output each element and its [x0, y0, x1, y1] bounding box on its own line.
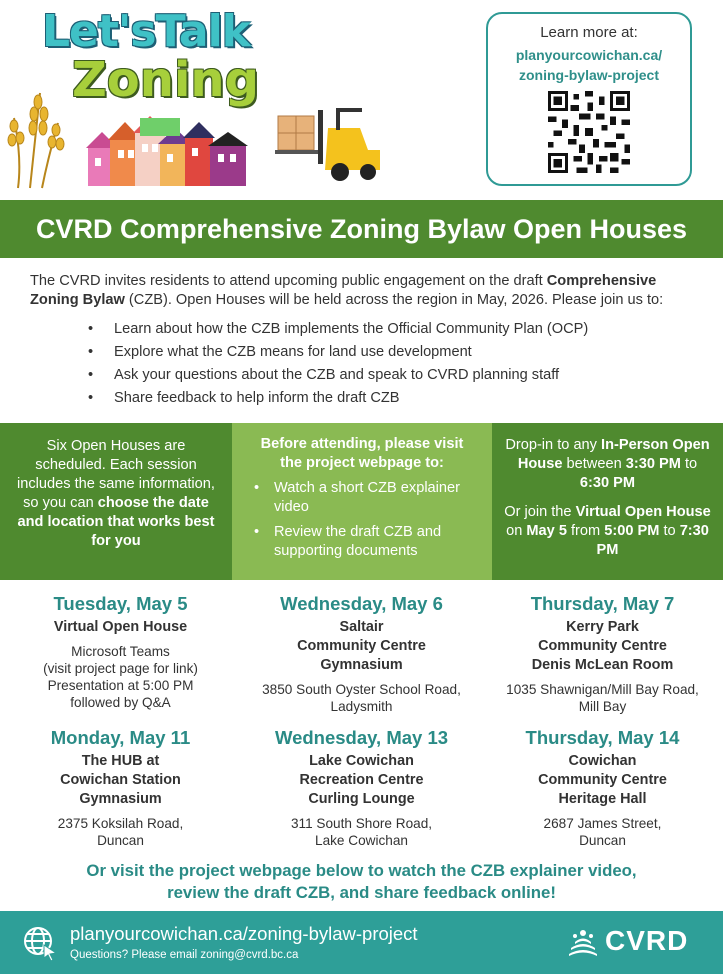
- schedule-text: Six Open Houses are scheduled. Each session includes the same information, so you can: [17, 438, 215, 511]
- session-card: [0, 592, 241, 726]
- footer-url-link[interactable]: planyourcowichan.ca/zoning-bylaw-project: [70, 923, 418, 944]
- session-venue: Kerry Park Community Centre Denis McLean Room: [531, 619, 674, 673]
- info-column-times: [492, 423, 723, 580]
- session-date: Wednesday, May 13: [274, 727, 449, 748]
- times-text: on: [506, 523, 527, 539]
- sessions-row: [0, 726, 723, 860]
- session-detail: 311 South Shore Road, Lake Cowichan: [290, 816, 433, 848]
- session-venue: Lake Cowichan Recreation Centre Curling Lounge: [299, 753, 424, 807]
- session-card: [0, 726, 241, 860]
- houses-icon: [86, 116, 248, 186]
- session-card: [482, 592, 723, 726]
- session-detail: 3850 South Oyster School Road, Ladysmith: [262, 682, 461, 714]
- session-date: Wednesday, May 6: [280, 593, 443, 614]
- list-item: • Review the draft CZB and supporting documents: [250, 523, 474, 561]
- forklift-icon: [275, 108, 380, 181]
- intro-text-1: The CVRD invites residents to attend upcoming public engagement on the draft: [30, 273, 547, 289]
- info-column-before-attending: [232, 423, 492, 580]
- schedule-bold: choose the date and location that works best for you: [17, 495, 215, 549]
- times-text: to: [680, 456, 698, 472]
- session-venue: The HUB at Cowichan Station Gymnasium: [60, 753, 181, 807]
- times-text: from: [566, 523, 605, 539]
- cta-line-1: Or visit the project webpage below to watch the CZB explainer video,: [86, 861, 637, 880]
- times-text: Or join the: [504, 504, 576, 520]
- page-title-banner: CVRD Comprehensive Zoning Bylaw Open Houses: [0, 200, 723, 258]
- times-bold: 3:30 PM: [625, 456, 681, 472]
- times-text: Drop-in to any: [505, 437, 602, 453]
- learn-more-box: [486, 12, 692, 186]
- houses-forklift-illustration: [0, 88, 400, 193]
- session-card: [241, 726, 482, 860]
- cvrd-logo-text: CVRD: [605, 925, 689, 956]
- list-item: • Learn about how the CZB implements the Official Community Plan (OCP): [88, 318, 700, 341]
- info-band: [0, 423, 723, 580]
- session-detail: 2375 Koksilah Road, Duncan: [57, 816, 184, 848]
- before-attending-list: [250, 479, 474, 561]
- session-detail: 1035 Shawnigan/Mill Bay Road, Mill Bay: [506, 682, 699, 714]
- intro-bold-czb: Comprehensive Zoning Bylaw: [30, 273, 657, 308]
- project-url-link[interactable]: [488, 45, 690, 85]
- times-bold: Virtual Open House: [575, 504, 711, 520]
- title-lets-talk: Let'sTalk: [42, 6, 250, 57]
- session-venue: Virtual Open House: [53, 619, 188, 635]
- intro-bullet-list: [88, 318, 700, 410]
- intro-section: [30, 272, 700, 410]
- session-card: [482, 726, 723, 860]
- session-date: Thursday, May 14: [525, 727, 680, 748]
- session-detail: 2687 James Street, Duncan: [543, 816, 662, 848]
- list-item: • Watch a short CZB explainer video: [250, 479, 474, 517]
- cta-line-2: review the draft CZB, and share feedback online!: [167, 883, 556, 902]
- times-bold: 7:30 PM: [596, 523, 709, 558]
- sessions-grid: [0, 592, 723, 860]
- project-url-line-2: zoning-bylaw-project: [519, 67, 659, 83]
- info-column-schedule: [0, 423, 232, 580]
- wheat-icon: [8, 93, 64, 188]
- before-attending-heading: Before attending, please visit the project webpage to:: [260, 436, 464, 471]
- session-date: Thursday, May 7: [530, 593, 675, 614]
- session-date: Tuesday, May 5: [53, 593, 188, 614]
- times-bold: 5:00 PM: [604, 523, 660, 539]
- sessions-row: [0, 592, 723, 726]
- footer-email: Questions? Please email zoning@cvrd.bc.ca: [70, 949, 299, 961]
- session-venue: Saltair Community Centre Gymnasium: [297, 619, 426, 673]
- project-url-line-1: planyourcowichan.ca/: [515, 47, 663, 63]
- times-bold: In-Person Open House: [517, 437, 710, 472]
- session-detail: Microsoft Teams (visit project page for link) Presentation at 5:00 PM followed by Q&A: [43, 644, 198, 710]
- in-person-times: [502, 436, 713, 493]
- list-item: • Share feedback to help inform the draft CZB: [88, 387, 700, 410]
- session-date: Monday, May 11: [50, 727, 191, 748]
- times-text: to: [659, 523, 680, 539]
- qr-code[interactable]: [548, 91, 630, 173]
- times-text: between: [562, 456, 626, 472]
- times-bold: 6:30 PM: [579, 475, 636, 491]
- times-bold: May 5: [526, 523, 567, 539]
- intro-text-2: (CZB). Open Houses will be held across the region in May, 2026. Please join us to:: [124, 292, 664, 308]
- header: [0, 0, 723, 195]
- footer: [0, 911, 723, 974]
- cvrd-logo-icon: [567, 926, 599, 958]
- list-item: • Ask your questions about the CZB and speak to CVRD planning staff: [88, 364, 700, 387]
- virtual-times: [502, 503, 713, 560]
- call-to-action: [20, 860, 703, 904]
- intro-paragraph: [30, 272, 700, 310]
- session-card: [241, 592, 482, 726]
- title-zoning: Zoning: [72, 52, 259, 108]
- learn-more-label: Learn more at:: [540, 24, 638, 41]
- list-item: • Explore what the CZB means for land use development: [88, 341, 700, 364]
- session-venue: Cowichan Community Centre Heritage Hall: [538, 753, 667, 807]
- globe-cursor-icon: [22, 925, 58, 961]
